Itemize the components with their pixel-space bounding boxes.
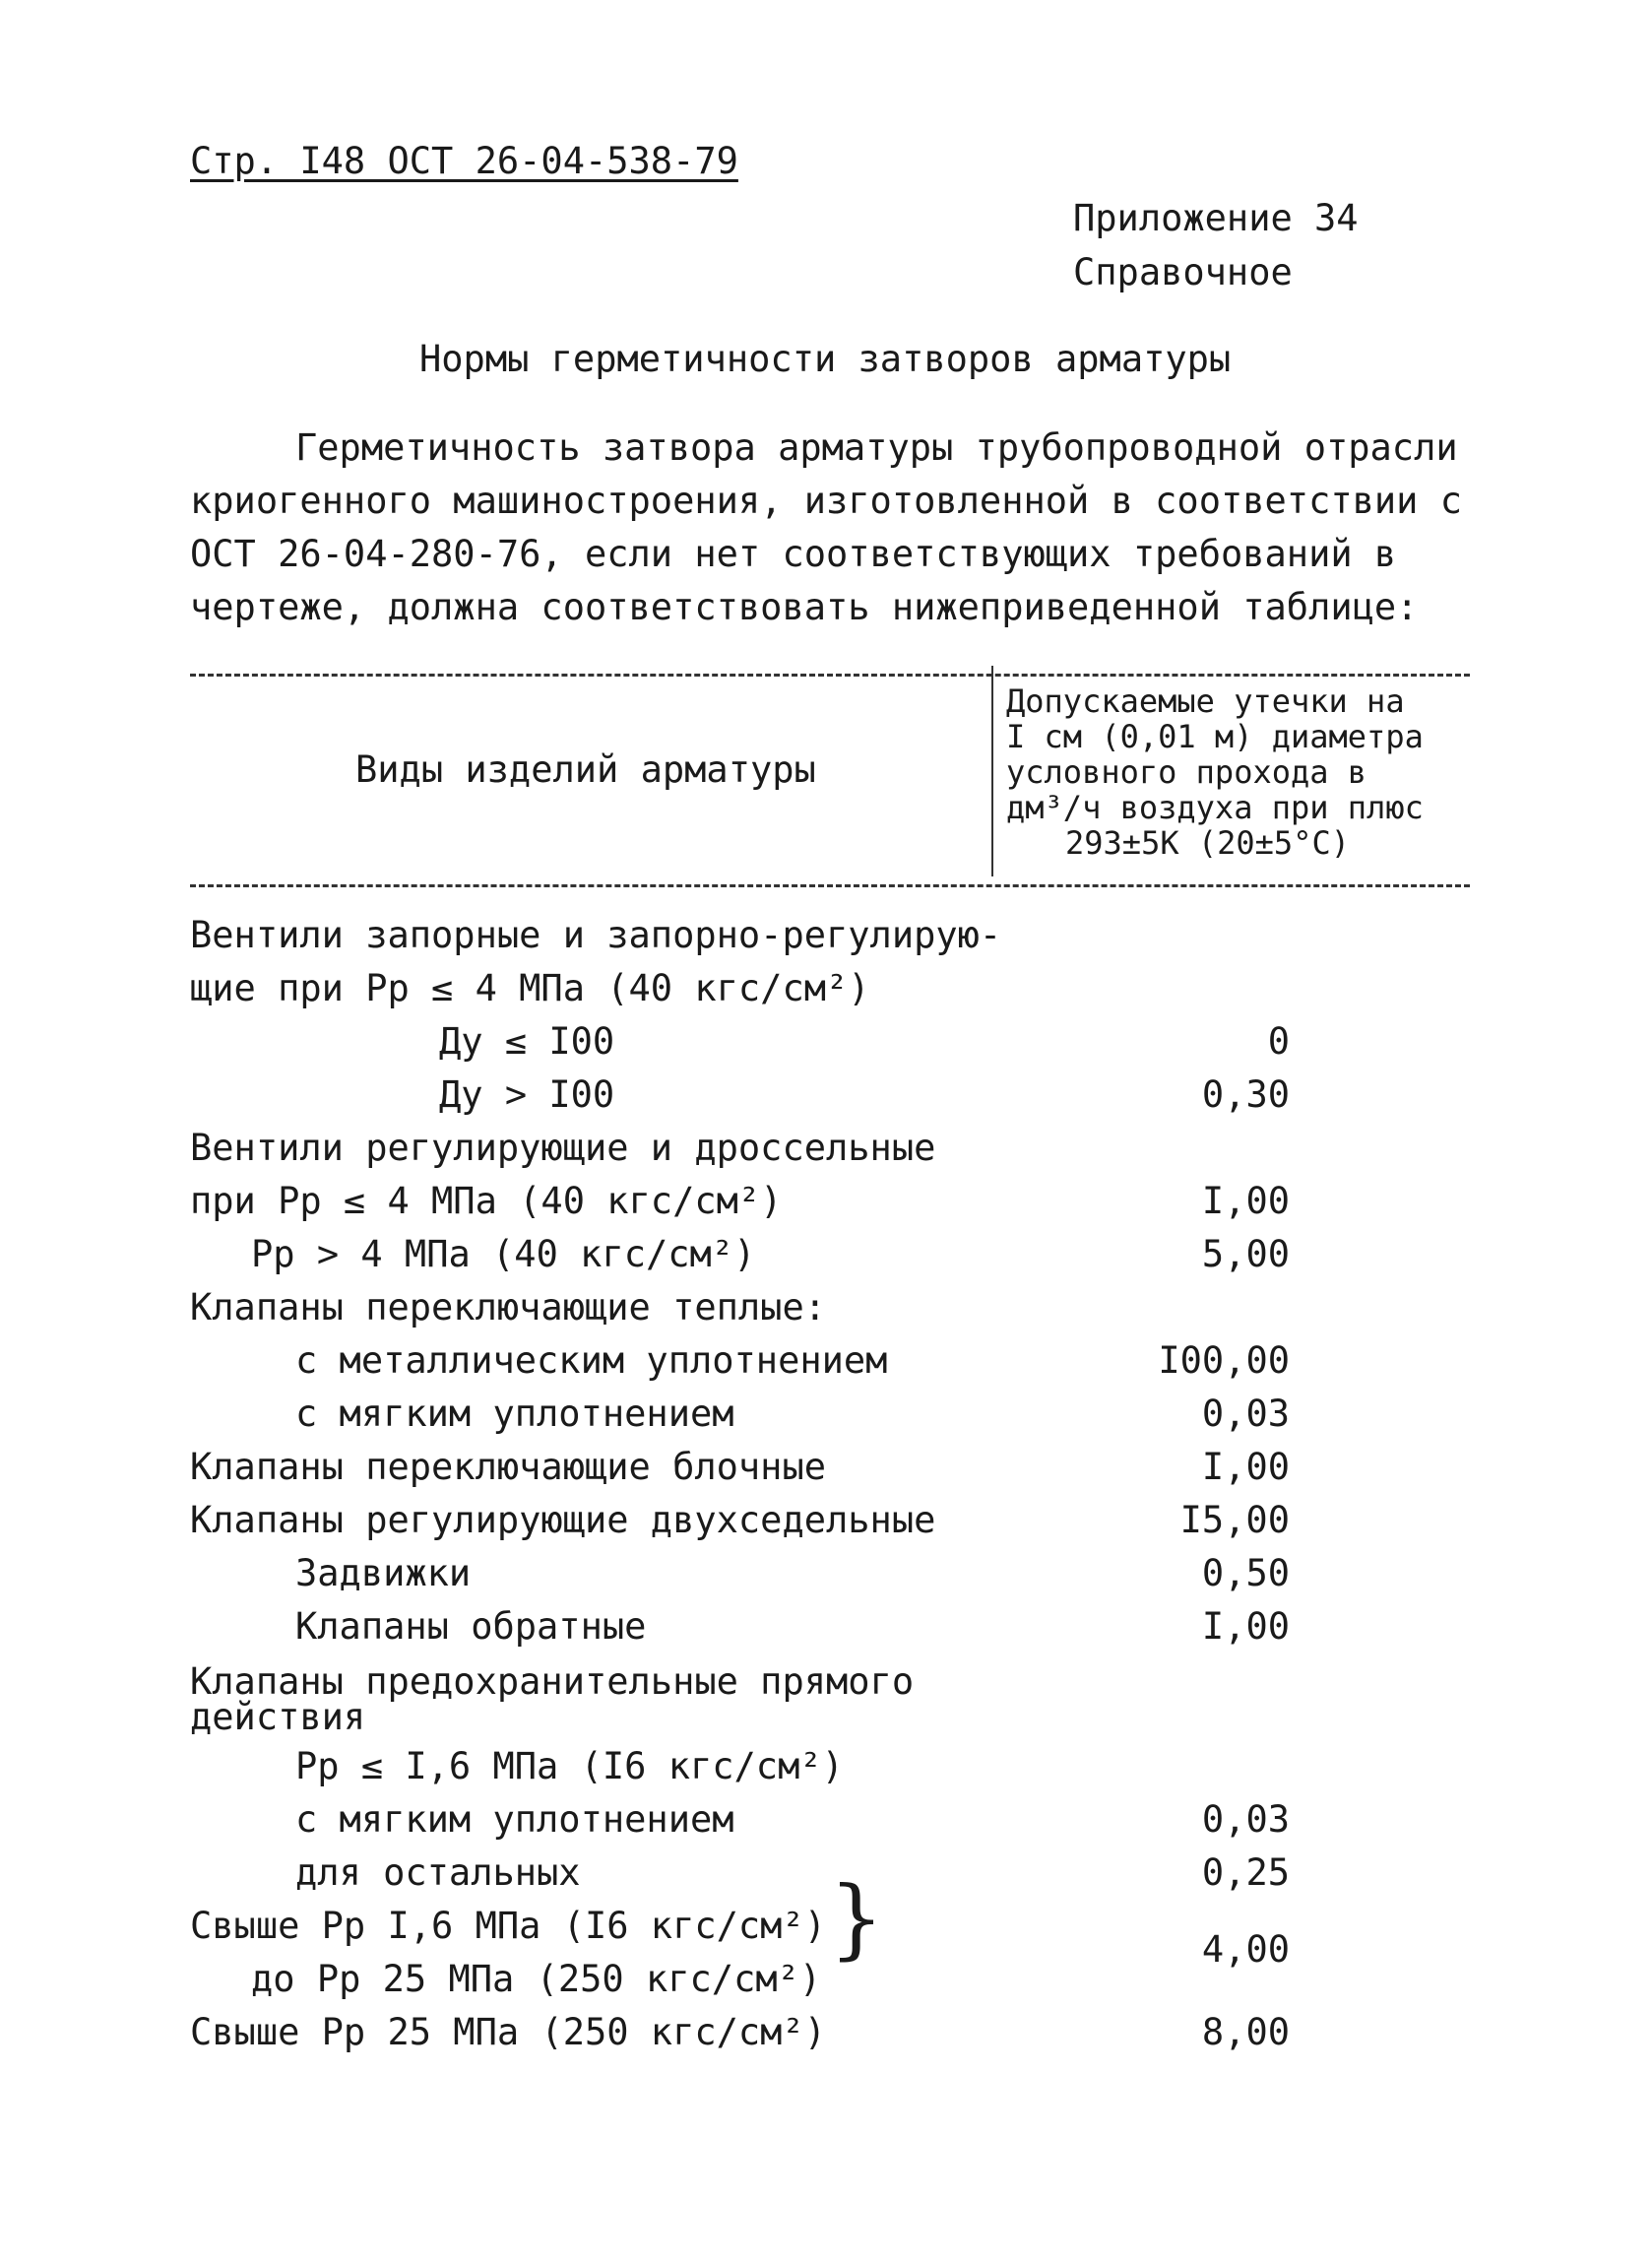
- table-row-value: 8,00: [1201, 2011, 1290, 2053]
- table-row-label: для остальных: [295, 1851, 581, 1894]
- table-row-label: Pp ≤ I,6 МПа (I6 кгс/см²): [295, 1745, 844, 1787]
- table-row-value: I,00: [1201, 1180, 1290, 1222]
- appendix-number: Приложение 34: [1073, 197, 1359, 239]
- table-row-label: действия: [190, 1696, 366, 1738]
- table-row-label: Клапаны предохранительные прямого: [190, 1660, 915, 1703]
- grouping-brace: }: [829, 1867, 884, 1969]
- table-column-separator: [991, 666, 993, 876]
- table-row-value: 0,03: [1201, 1393, 1290, 1435]
- header-line: дм³/ч воздуха при плюс: [1006, 789, 1424, 826]
- table-row-value: 0: [1267, 1020, 1290, 1063]
- table-row-label: Вентили запорные и запорно-регулирую-: [190, 914, 1002, 956]
- table-row-value: I5,00: [1179, 1499, 1290, 1541]
- table-row-value: 0,30: [1201, 1073, 1290, 1116]
- table-row-value: I,00: [1201, 1605, 1290, 1648]
- table-row-value: I,00: [1201, 1446, 1290, 1488]
- table-row-label: Задвижки: [295, 1552, 472, 1594]
- table-row-label: Ду ≤ I00: [439, 1020, 615, 1063]
- page-title: Нормы герметичности затворов арматуры: [419, 338, 1232, 380]
- table-top-rule: [190, 674, 1470, 677]
- header-line: I см (0,01 м) диаметра: [1006, 718, 1424, 755]
- table-row-label: Pp > 4 МПа (40 кгс/см²): [251, 1233, 756, 1275]
- table-bottom-rule: [190, 884, 1470, 887]
- table-row-value: 0,03: [1201, 1798, 1290, 1841]
- table-row-value: I00,00: [1158, 1339, 1290, 1382]
- table-row-value: 0,50: [1201, 1552, 1290, 1594]
- header-line: условного прохода в: [1006, 753, 1367, 791]
- header-line: 293±5К (20±5°С): [1065, 824, 1350, 862]
- page-header: Стр. I48 ОСТ 26-04-538-79: [190, 140, 738, 182]
- table-row-label: Клапаны переключающие теплые:: [190, 1286, 827, 1328]
- table-row-label: с металлическим уплотнением: [295, 1339, 888, 1382]
- table-row-label: с мягким уплотнением: [295, 1393, 734, 1435]
- table-row-value: 4,00: [1201, 1928, 1290, 1971]
- table-row-label: с мягким уплотнением: [295, 1798, 734, 1841]
- table-row-label: Свыше Pp I,6 МПа (I6 кгс/см²): [190, 1905, 827, 1947]
- table-row-label: при Pp ≤ 4 МПа (40 кгс/см²): [190, 1180, 783, 1222]
- header-line: Допускаемые утечки на: [1006, 682, 1405, 720]
- table-row-label: Клапаны обратные: [295, 1605, 647, 1648]
- table-row-label: Ду > I00: [439, 1073, 615, 1116]
- table-row-label: Клапаны переключающие блочные: [190, 1446, 827, 1488]
- table-header-product-types: Виды изделий арматуры: [355, 748, 816, 791]
- intro-paragraph: Герметичность затвора арматуры трубопроводной отрасли криогенного машиностроения, изготовленной в соответствии с ОСТ 26-04-280-76, если нет соответствующих требований в чертеже, должна соответствовать нижеприведенной таблице:: [190, 426, 1463, 628]
- table-row-value: 5,00: [1201, 1233, 1290, 1275]
- table-row-value: 0,25: [1201, 1851, 1290, 1894]
- appendix-type: Справочное: [1073, 251, 1293, 293]
- table-header-allowed-leakage: [1006, 683, 1424, 861]
- table-row-label: щие при Pp ≤ 4 МПа (40 кгс/см²): [190, 967, 870, 1009]
- table-row-label: Вентили регулирующие и дроссельные: [190, 1127, 936, 1169]
- table-row-label: Клапаны регулирующие двухседельные: [190, 1499, 936, 1541]
- table-row-label: до Pp 25 МПа (250 кгс/см²): [251, 1958, 822, 2000]
- table-row-label: Свыше Pp 25 МПа (250 кгс/см²): [190, 2011, 827, 2053]
